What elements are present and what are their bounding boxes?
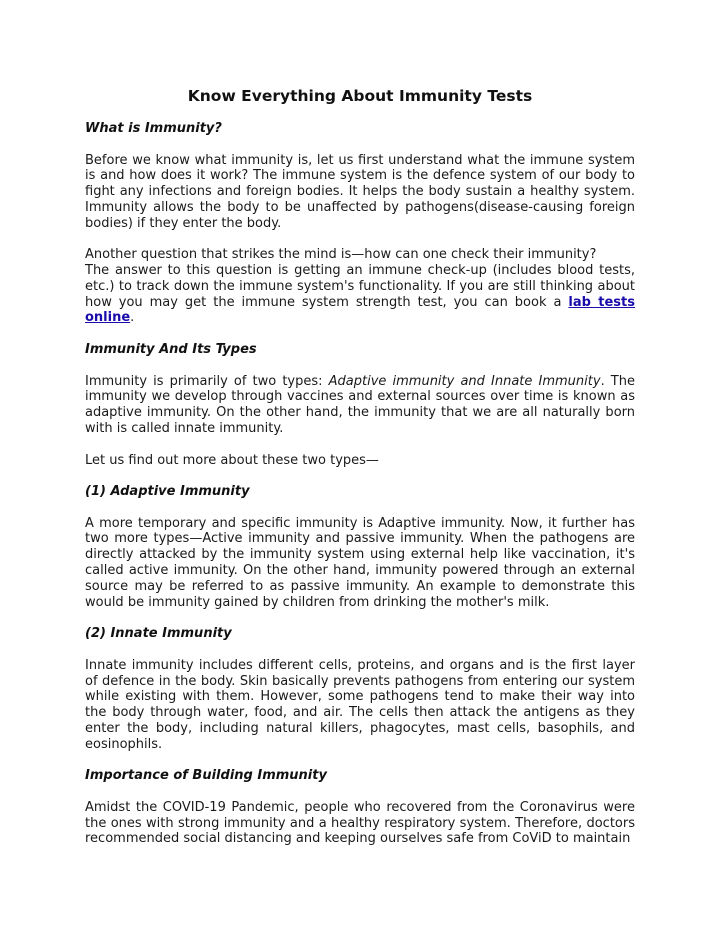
paragraph-question-line: Another question that strikes the mind is—how can one check their immunity? [85,247,597,263]
document-body [85,86,635,863]
section-heading-innate-immunity: (2) Innate Immunity [85,626,232,642]
paragraph-immunity-check [85,247,635,326]
section-heading-adaptive-immunity: (1) Adaptive Immunity [85,484,250,500]
paragraph-answer-text: The answer to this question is getting an immune check-up (includes blood tests, etc.) to track down the immune system's functionality. If you are still thinking about how you may get the immune system strength test, you can book a [85,263,635,310]
paragraph-immune-system-intro: Before we know what immunity is, let us first understand what the immune system is and how does it work? The immune system is the defence system of our body to fight any infections and foreign bodies. It helps the body sustain a healthy system. Immunity allows the body to be unaffected by pathogens(disease-causing foreign bodies) if they enter the body. [85,152,635,231]
paragraph-period: . [130,310,135,326]
paragraph-innate-immunity: Innate immunity includes different cells, proteins, and organs and is the first layer of defence in the body. Skin basically prevents pathogens from entering our system while existing with them. However, some pathogens tend to make their way into the body through water, food, and air. The cells then attack the antigens as they enter the body, including natural killers, phagocytes, mast cells, basophils, and eosinophils. [85,657,635,752]
paragraph-adaptive-immunity: A more temporary and specific immunity is Adaptive immunity. Now, it further has two more types—Active immunity and passive immunity. When the pathogens are directly attacked by the immunity system using external help like vaccination, it's called active immunity. On the other hand, immunity powered through an external source may be referred to as passive immunity. An example to demonstrate this would be immunity gained by children from drinking the mother's milk. [85,515,635,610]
paragraph-immunity-types [85,374,635,437]
paragraph-importance: Amidst the COVID-19 Pandemic, people who recovered from the Coronavirus were the ones with strong immunity and a healthy respiratory system. Therefore, doctors recommended social distancing and keeping ourselves safe from CoViD to maintain [85,799,635,847]
section-heading-what-is-immunity: What is Immunity? [85,121,222,136]
page-title: Know Everything About Immunity Tests [187,87,533,105]
types-intro-text: Immunity is primarily of two types: [85,373,329,389]
section-heading-immunity-types: Immunity And Its Types [85,342,257,358]
lab-tests-online-link[interactable]: lab tests online [85,294,636,326]
paragraph-find-out-more: Let us find out more about these two types— [85,452,379,468]
types-emphasis-text: Adaptive immunity and Innate Immunity [328,373,601,389]
section-heading-importance: Importance of Building Immunity [85,768,327,784]
types-body-text: . The immunity we develop through vaccines and external sources over time is known as adaptive immunity. On the other hand, the immunity that we are all naturally born with is called innate immunity. [85,373,635,436]
